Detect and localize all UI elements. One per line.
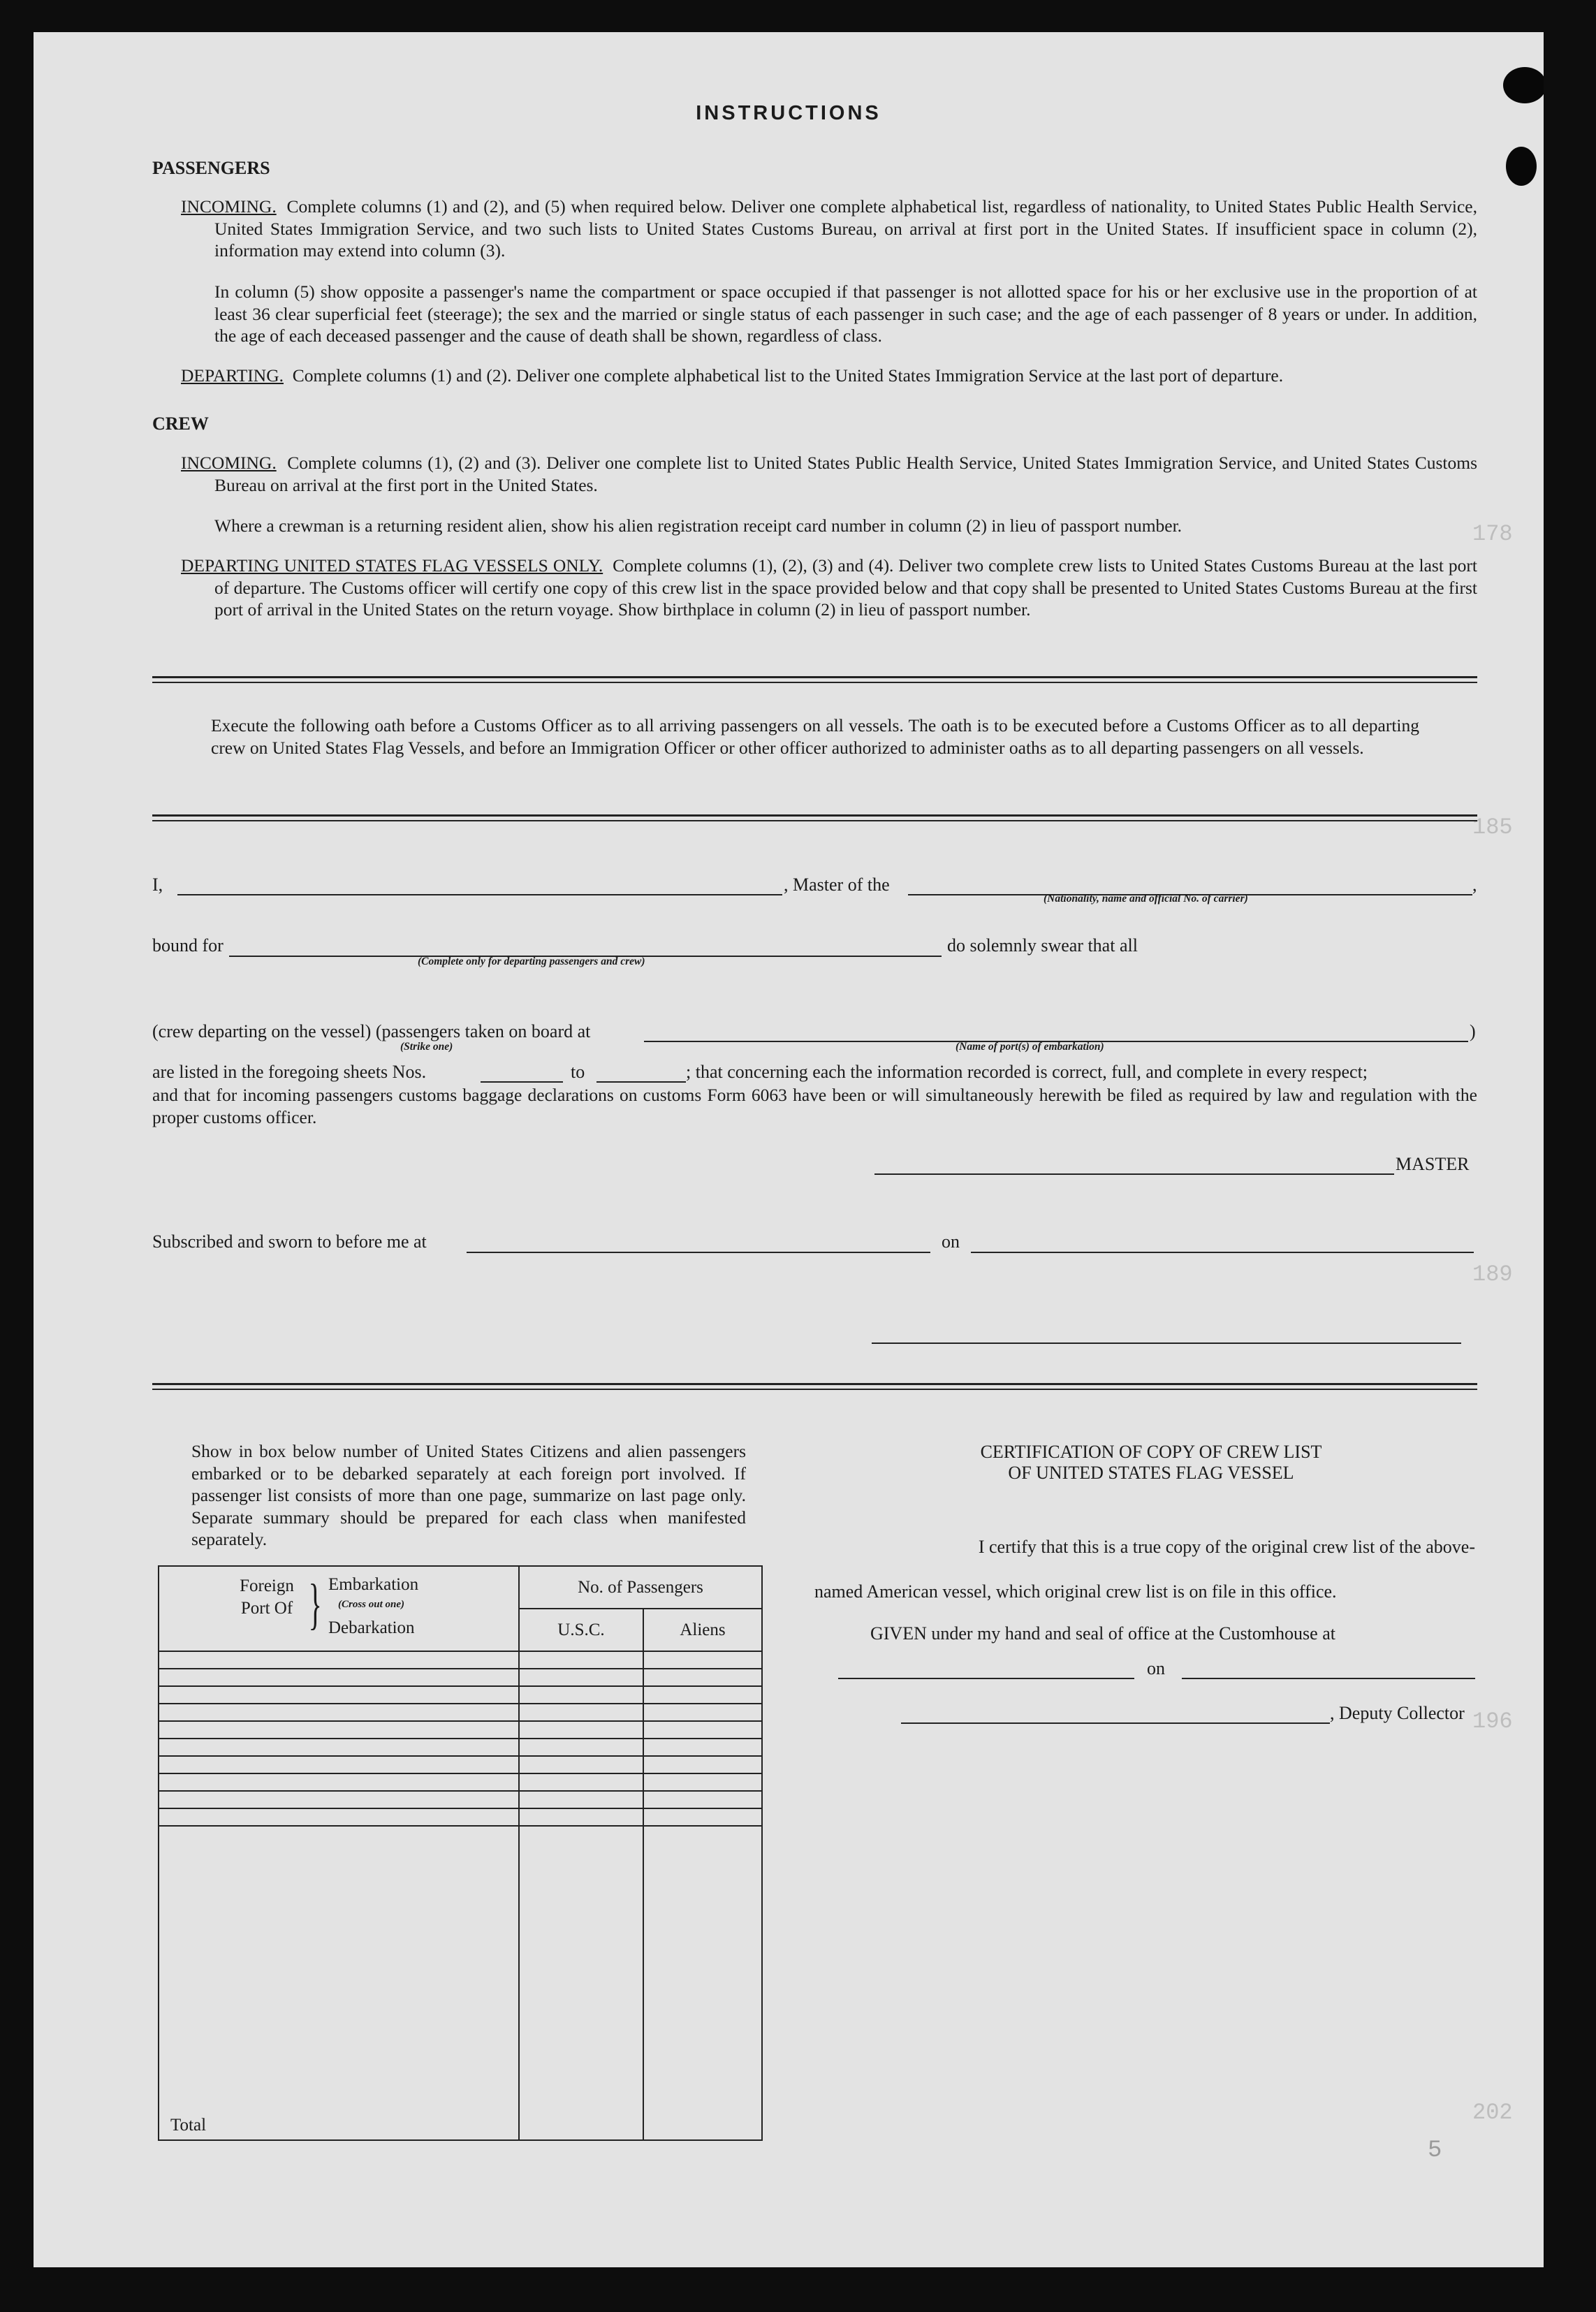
- cross-out-note: (Cross out one): [338, 1599, 405, 1610]
- oath-crew-departing-label: (crew departing on the vessel) (passengers taken on board at: [152, 1021, 591, 1041]
- nationality-note: (Nationality, name and official No. of carrier): [1044, 893, 1248, 905]
- port-cell[interactable]: [159, 1808, 519, 1826]
- deputy-collector-signature-field[interactable]: [901, 1722, 1330, 1724]
- certification-text-2: named American vessel, which original crew list is on file in this office.: [814, 1581, 1337, 1602]
- certification-text-1: I certify that this is a true copy of the original crew list of the above-: [978, 1537, 1475, 1557]
- divider: [152, 814, 1477, 817]
- bleed-through-text: 178: [1472, 521, 1513, 547]
- certification-title-1: CERTIFICATION OF COPY OF CREW LIST: [980, 1442, 1322, 1462]
- passengers-incoming-text: Complete columns (1) and (2), and (5) when required below. Deliver one complete alphabetical list, regardless of nationality, to United States Public Health Service, United States Immigration Service, and two such lists to United States Customs Bureau, on arrival at first port in the United States. If insufficient space in column (2), information may extend into column (3).: [214, 196, 1478, 261]
- bleed-through-text: 202: [1472, 2100, 1513, 2126]
- oath-baggage-text: and that for incoming passengers customs baggage declarations on customs Form 6063 have been or will simultaneously herewith be filed as required by law and regulation with the proper customs officer.: [152, 1085, 1477, 1127]
- table-row: [159, 1808, 762, 1826]
- usc-cell[interactable]: [519, 1721, 643, 1739]
- total-row: [159, 1826, 762, 2140]
- port-cell[interactable]: [159, 1704, 519, 1721]
- aliens-header-cell: [643, 1609, 762, 1651]
- port-cell[interactable]: [159, 1791, 519, 1808]
- master-signature-field[interactable]: [874, 1173, 1394, 1175]
- subscribed-date-field[interactable]: [971, 1252, 1474, 1253]
- sheet-to-field[interactable]: [596, 1081, 686, 1083]
- usc-total-cell[interactable]: [519, 1826, 643, 2140]
- crew-incoming-paragraph: [181, 452, 1477, 496]
- oath-to-label: to: [571, 1062, 585, 1082]
- bleed-through-text: 189: [1472, 1261, 1513, 1287]
- crew-incoming-text: Complete columns (1), (2) and (3). Deliver one complete list to United States Public Health Service, United States Immigration Service, and United States Customs Bureau on arrival at the first port in the United States.: [214, 453, 1478, 495]
- bleed-through-text: 196: [1472, 1709, 1513, 1734]
- foreign-port-label: Foreign Port Of: [240, 1576, 294, 1618]
- subscribed-on-label: on: [942, 1231, 960, 1252]
- usc-cell[interactable]: [519, 1739, 643, 1756]
- oath-close-paren: ): [1470, 1021, 1476, 1041]
- deputy-collector-label: , Deputy Collector: [1330, 1703, 1465, 1723]
- usc-cell[interactable]: [519, 1704, 643, 1721]
- usc-cell[interactable]: [519, 1791, 643, 1808]
- usc-cell[interactable]: [519, 1773, 643, 1791]
- port-cell[interactable]: [159, 1721, 519, 1739]
- ports-note: (Name of port(s) of embarkation): [956, 1041, 1104, 1053]
- divider: [152, 820, 1477, 821]
- port-header-cell: [159, 1566, 519, 1651]
- certification-title-2: OF UNITED STATES FLAG VESSEL: [1008, 1463, 1294, 1483]
- port-cell[interactable]: [159, 1669, 519, 1686]
- customhouse-field[interactable]: [838, 1678, 1134, 1679]
- total-label: Total: [170, 2116, 207, 2135]
- brace-icon: }: [308, 1574, 322, 1635]
- table-row: [159, 1773, 762, 1791]
- oath-name-field[interactable]: [177, 894, 782, 895]
- passengers-incoming-label: INCOMING.: [181, 196, 277, 217]
- usc-cell[interactable]: [519, 1669, 643, 1686]
- master-label: MASTER: [1396, 1154, 1470, 1174]
- sheet-from-field[interactable]: [481, 1081, 563, 1083]
- passenger-summary-table: [158, 1565, 763, 2141]
- crew-heading: CREW: [152, 414, 209, 434]
- embarkation-label: Embarkation: [328, 1575, 419, 1594]
- table-row: [159, 1704, 762, 1721]
- certification-date-field[interactable]: [1182, 1678, 1475, 1679]
- crew-departing-paragraph: [181, 555, 1477, 621]
- oath-listed-label: are listed in the foregoing sheets Nos.: [152, 1062, 427, 1082]
- table-row: [159, 1686, 762, 1704]
- aliens-cell[interactable]: [643, 1791, 762, 1808]
- port-cell[interactable]: [159, 1773, 519, 1791]
- oath-i-label: I,: [152, 875, 163, 895]
- subscribed-label: Subscribed and sworn to before me at: [152, 1231, 427, 1252]
- divider: [152, 682, 1477, 683]
- certification-given: GIVEN under my hand and seal of office at the Customhouse at: [870, 1623, 1335, 1644]
- bleed-through-text: 185: [1472, 814, 1513, 840]
- crew-departing-text: Complete columns (1), (2), (3) and (4). Deliver two complete crew lists to United States Customs Bureau at the last port of departure. The Customs officer will certify one copy of this crew list in the space provided below and that copy shall be presented to United States Customs Bureau at the first port of arrival in the United States on the return voyage. Show birthplace in column (2) in lieu of passport number.: [214, 555, 1477, 620]
- aliens-cell[interactable]: [643, 1721, 762, 1739]
- usc-cell[interactable]: [519, 1808, 643, 1826]
- debarkation-label: Debarkation: [328, 1618, 415, 1637]
- no-of-passengers-label: No. of Passengers: [578, 1577, 703, 1597]
- port-cell[interactable]: [159, 1686, 519, 1704]
- table-row: [159, 1651, 762, 1669]
- table-row: [159, 1721, 762, 1739]
- table-row: [159, 1669, 762, 1686]
- oath-listed-text: ; that concerning each the information recorded is correct, full, and complete in every respect;: [686, 1062, 1368, 1082]
- aliens-total-cell[interactable]: [643, 1826, 762, 2140]
- aliens-cell[interactable]: [643, 1704, 762, 1721]
- table-row: [159, 1739, 762, 1756]
- oath-bound-for-label: bound for: [152, 935, 224, 956]
- passengers-column5-paragraph: In column (5) show opposite a passenger's name the compartment or space occupied if that passenger is not allotted space for his or her exclusive use in the proportion of at least 36 clear superficial feet (steerage); the sex and the married or single status of each passenger in such case; and the age of each passenger of 8 years or under. In addition, the age of each deceased passenger and the cause of death shall be shown, regardless of class.: [214, 281, 1477, 346]
- usc-header-cell: [519, 1609, 643, 1651]
- complete-only-note: (Complete only for departing passengers and crew): [418, 956, 645, 967]
- passengers-departing-label: DEPARTING.: [181, 365, 284, 386]
- subscribed-place-field[interactable]: [467, 1252, 930, 1253]
- passengers-departing-text: Complete columns (1) and (2). Deliver one complete alphabetical list to the United States Immigration Service at the last port of departure.: [292, 365, 1284, 386]
- aliens-cell[interactable]: [643, 1756, 762, 1773]
- oath-swear-label: do solemnly swear that all: [947, 935, 1138, 956]
- total-label-cell: [159, 1826, 519, 2140]
- punch-hole-mark: [1506, 147, 1537, 186]
- aliens-cell[interactable]: [643, 1669, 762, 1686]
- passengers-incoming-paragraph: [181, 196, 1477, 262]
- oath-comma: ,: [1472, 875, 1477, 895]
- summary-instructions: Show in box below number of United States Citizens and alien passengers embarked or to be debarked separately at each foreign port involved. If passenger list consists of more than one page, summarize on last page only. Separate summary should be prepared for each class when manifested separately.: [191, 1441, 746, 1549]
- divider: [152, 1389, 1477, 1390]
- usc-cell[interactable]: [519, 1686, 643, 1704]
- officer-signature-field[interactable]: [872, 1342, 1461, 1344]
- crew-incoming-label: INCOMING.: [181, 453, 277, 473]
- port-cell[interactable]: [159, 1756, 519, 1773]
- page-title: INSTRUCTIONS: [696, 102, 881, 124]
- passengers-heading: PASSENGERS: [152, 158, 270, 178]
- oath-intro: Execute the following oath before a Customs Officer as to all arriving passengers on all vessels. The oath is to be executed before a Customs Officer as to all departing crew on United States Flag Vessels, and before an Immigration Officer or other officer authorized to administer oaths as to all departing passengers on all vessels.: [211, 715, 1419, 758]
- aliens-cell[interactable]: [643, 1651, 762, 1669]
- punch-hole-mark: [1503, 67, 1544, 103]
- crew-resident-paragraph: Where a crewman is a returning resident alien, show his alien registration receipt card number in column (2) in lieu of passport number.: [214, 515, 1183, 536]
- usc-cell[interactable]: [519, 1756, 643, 1773]
- usc-cell[interactable]: [519, 1651, 643, 1669]
- aliens-cell[interactable]: [643, 1739, 762, 1756]
- aliens-cell[interactable]: [643, 1686, 762, 1704]
- certification-on-label: on: [1147, 1658, 1165, 1678]
- divider: [152, 676, 1477, 678]
- aliens-label: Aliens: [680, 1620, 726, 1639]
- table-row: [159, 1756, 762, 1773]
- divider: [152, 1383, 1477, 1385]
- usc-label: U.S.C.: [557, 1620, 605, 1639]
- oath-master-of-label: , Master of the: [784, 875, 890, 895]
- aliens-cell[interactable]: [643, 1773, 762, 1791]
- port-cell[interactable]: [159, 1651, 519, 1669]
- crew-departing-label: DEPARTING UNITED STATES FLAG VESSELS ONLY.: [181, 555, 603, 576]
- passengers-departing-paragraph: [181, 365, 1477, 387]
- passengers-header-cell: [519, 1566, 762, 1609]
- aliens-cell[interactable]: [643, 1808, 762, 1826]
- port-cell[interactable]: [159, 1739, 519, 1756]
- page-mark: 5: [1428, 2137, 1442, 2164]
- form-sheet: [34, 32, 1544, 2267]
- table-row: [159, 1791, 762, 1808]
- strike-one-note: (Strike one): [400, 1041, 453, 1053]
